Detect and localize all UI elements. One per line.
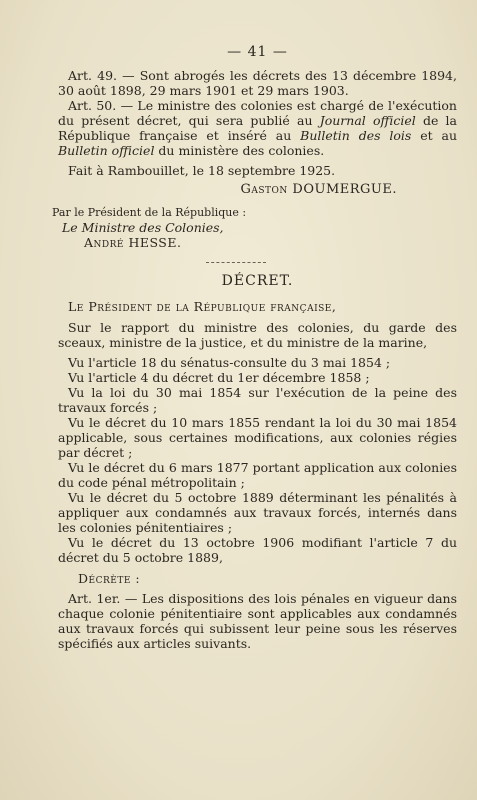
article-50-text-1: Art. 50. — Le ministre des colonies est chargé de l'exécution du présent décret, qui sera publié au [58,98,457,128]
le-president-line: Le Président de la République française, [68,299,337,314]
separator-rule [206,262,266,263]
par-le-president: Par le Président de la République : [52,206,247,219]
decret-title: DÉCRET. [221,273,294,289]
paragraph-rapport: Sur le rapport du ministre des colonies, du garde des sceaux, ministre de la justice, et du ministre de la marine, [58,320,457,350]
article-50-text-2: de la République française et inséré au [58,113,458,143]
fait-a-rambouillet: Fait à Rambouillet, le 18 septembre 1925. [68,163,336,178]
paragraph-vu-6: Vu le décret du 5 octobre 1889 déterminant les pénalités à appliquer aux condamnés aux travaux forcés, internés dans les colonies pénitentiaires ; [58,490,457,535]
article-50-text-3: et au [411,128,457,143]
page-number: — 41 — [227,44,288,60]
article-50 [58,98,457,158]
article-1: Art. 1er. — Les dispositions des lois pénales en vigueur dans chaque colonie pénitentiaire sont applicables aux condamnés aux travaux forcés qui subissent leur peine sous les réserves spécifiés aux articles suivants. [58,591,457,651]
paragraph-vu-1: Vu l'article 18 du sénatus-consulte du 3 mai 1854 ; [68,355,391,370]
paragraph-vu-5: Vu le décret du 6 mars 1877 portant application aux colonies du code pénal métropolitain ; [58,460,457,490]
journal-officiel: Journal officiel [319,113,416,128]
decrete-heading: Décrète : [78,571,141,586]
article-50-text-4: du ministère des colonies. [154,143,325,158]
paragraph-vu-2: Vu l'article 4 du décret du 1er décembre 1858 ; [68,370,370,385]
paragraph-vu-3: Vu la loi du 30 mai 1854 sur l'exécution de la peine des travaux forcés ; [58,385,457,415]
paragraph-vu-7: Vu le décret du 13 octobre 1906 modifiant l'article 7 du décret du 5 octobre 1889, [58,535,457,565]
andre-hesse: André HESSE. [84,235,182,250]
bulletin-des-lois: Bulletin des lois [300,128,412,143]
le-ministre-des-colonies: Le Ministre des Colonies, [62,220,224,235]
paragraph-vu-4: Vu le décret du 10 mars 1855 rendant la loi du 30 mai 1854 applicable, sous certaines modifications, aux colonies régies par décret ; [58,415,457,460]
signature-doumergue: Gaston DOUMERGUE. [240,182,397,197]
article-49: Art. 49. — Sont abrogés les décrets des 13 décembre 1894, 30 août 1898, 29 mars 1901 et 29 mars 1903. [58,68,457,98]
bulletin-officiel: Bulletin officiel [58,143,155,158]
